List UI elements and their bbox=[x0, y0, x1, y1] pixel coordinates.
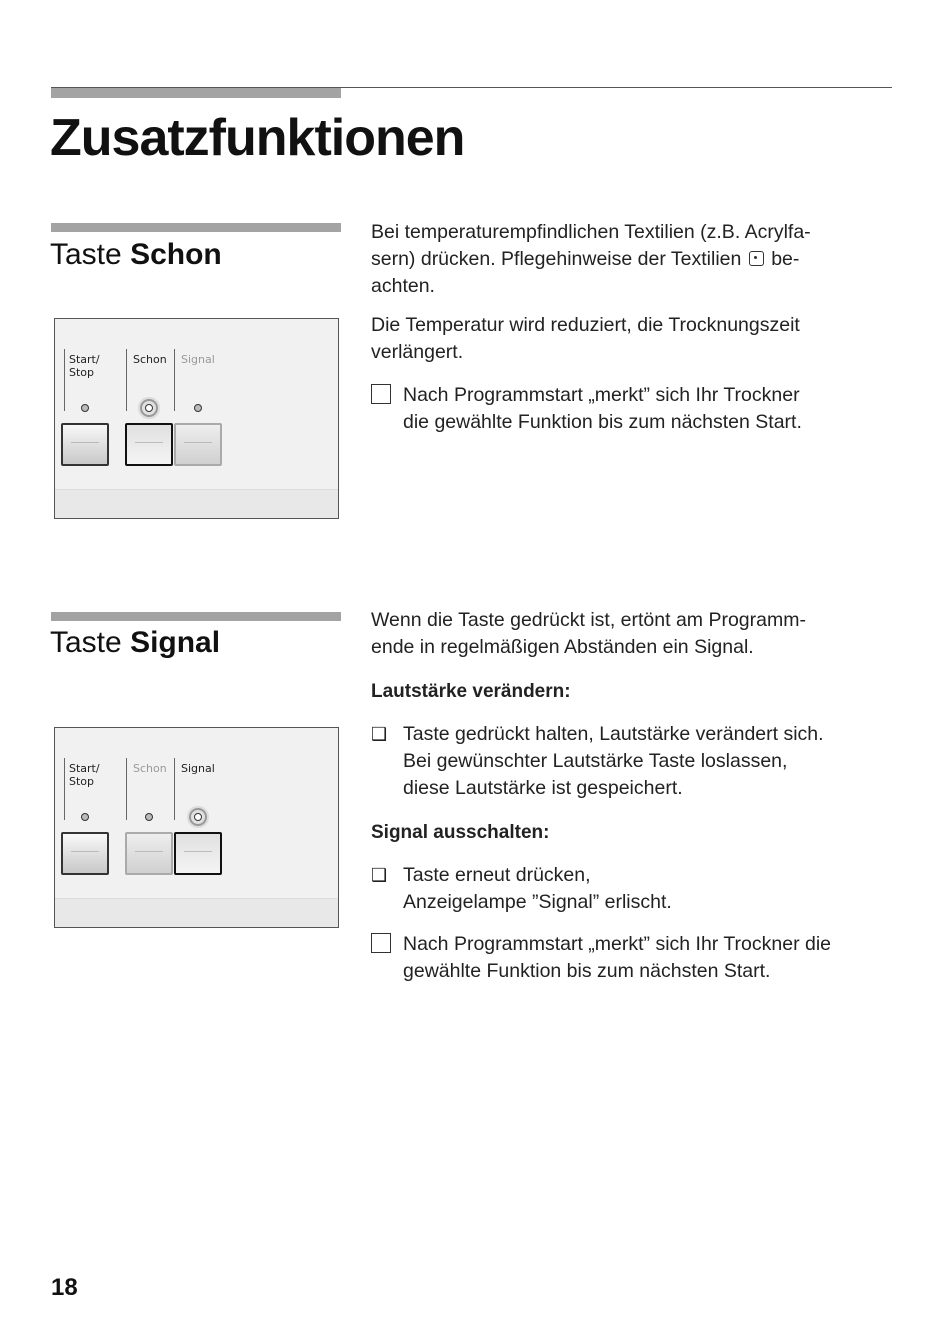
bullet-icon: ❑ bbox=[371, 865, 388, 885]
section-title-signal bbox=[50, 626, 220, 660]
panel-divider bbox=[64, 758, 65, 820]
section-name: Signal bbox=[130, 626, 221, 659]
control-panel-signal bbox=[54, 727, 339, 928]
section-name: Schon bbox=[130, 238, 222, 271]
panel-label-signal: Signal bbox=[181, 762, 215, 775]
schon-paragraph-1 bbox=[371, 219, 891, 300]
section-bar-schon bbox=[51, 223, 341, 232]
signal-note: Nach Programmstart „merkt” sich Ihr Trockner die gewählte Funktion bis zum nächsten Start. bbox=[403, 933, 832, 982]
control-panel-schon bbox=[54, 318, 339, 519]
panel-divider bbox=[64, 349, 65, 411]
note-checkbox-icon bbox=[371, 933, 391, 953]
panel-label-schon: Schon bbox=[133, 762, 167, 775]
panel-divider bbox=[126, 758, 127, 820]
section-prefix: Taste bbox=[50, 238, 122, 271]
led-signal-lit bbox=[194, 813, 202, 821]
button-schon[interactable] bbox=[125, 423, 173, 466]
panel-divider bbox=[126, 349, 127, 411]
schon-text-1a: Bei temperaturempfindlichen Textilien (z.B. Acrylfa- sern) drücken. Pflegehinweise der Textilien bbox=[371, 221, 811, 270]
button-start-stop[interactable] bbox=[61, 423, 109, 466]
subheading-signal-off: Signal ausschalten: bbox=[371, 822, 550, 843]
subheading-volume: Lautstärke verändern: bbox=[371, 681, 571, 702]
schon-paragraph-2: Die Temperatur wird reduziert, die Trocknungszeit verlängert. bbox=[371, 314, 800, 363]
schon-text-1b: be- achten. bbox=[371, 248, 800, 297]
button-signal[interactable] bbox=[174, 832, 222, 875]
panel-divider bbox=[174, 349, 175, 411]
led-start-stop bbox=[81, 813, 89, 821]
led-start-stop bbox=[81, 404, 89, 412]
led-schon bbox=[145, 813, 153, 821]
led-signal bbox=[194, 404, 202, 412]
panel-label-schon: Schon bbox=[133, 353, 167, 366]
section-bar-signal bbox=[51, 612, 341, 621]
panel-divider bbox=[174, 758, 175, 820]
led-schon-lit bbox=[145, 404, 153, 412]
section-title-schon bbox=[50, 238, 222, 272]
page-title: Zusatzfunktionen bbox=[50, 109, 465, 167]
note-checkbox-icon bbox=[371, 384, 391, 404]
bullet-icon: ❑ bbox=[371, 724, 388, 744]
signal-off-instructions: Taste erneut drücken, Anzeigelampe ”Signal” erlischt. bbox=[403, 864, 672, 913]
section-prefix: Taste bbox=[50, 626, 122, 659]
panel-label-start-stop: Start/ Stop bbox=[69, 762, 100, 788]
panel-label-signal: Signal bbox=[181, 353, 215, 366]
volume-instructions: Taste gedrückt halten, Lautstärke verändert sich. Bei gewünschter Lautstärke Taste loslassen, diese Lautstärke ist gespeichert. bbox=[403, 723, 824, 799]
schon-note: Nach Programmstart „merkt” sich Ihr Trockner die gewählte Funktion bis zum nächsten Start. bbox=[403, 384, 802, 433]
care-label-icon bbox=[749, 251, 764, 266]
panel-label-start-stop: Start/ Stop bbox=[69, 353, 100, 379]
button-signal[interactable] bbox=[174, 423, 222, 466]
button-start-stop[interactable] bbox=[61, 832, 109, 875]
button-schon[interactable] bbox=[125, 832, 173, 875]
panel-strip bbox=[55, 489, 338, 518]
panel-strip bbox=[55, 898, 338, 927]
page-number: 18 bbox=[51, 1274, 78, 1301]
header-bar bbox=[51, 88, 341, 98]
signal-paragraph-1: Wenn die Taste gedrückt ist, ertönt am Programm- ende in regelmäßigen Abständen ein Signal. bbox=[371, 609, 806, 658]
